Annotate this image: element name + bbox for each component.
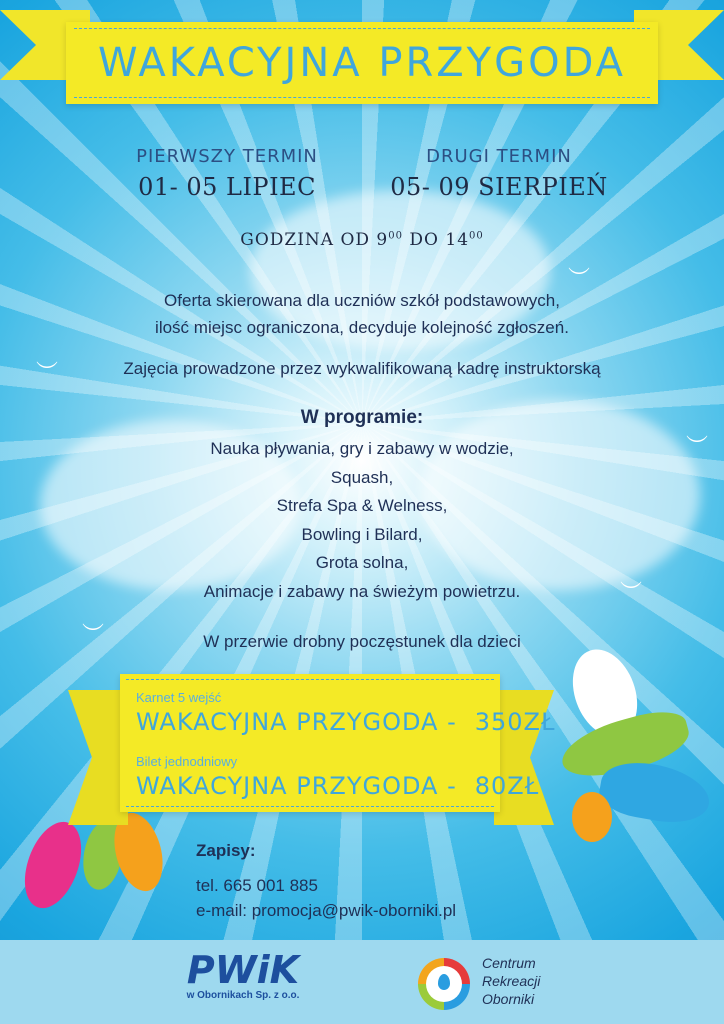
logo-line: Centrum bbox=[482, 955, 536, 971]
offer-text bbox=[0, 287, 724, 341]
term-dates: 05- 09 SIERPIEŃ bbox=[390, 173, 608, 201]
second-term bbox=[384, 146, 614, 201]
contact-phone[interactable]: tel. 665 001 885 bbox=[196, 876, 318, 895]
bird-icon: ︶ bbox=[620, 580, 643, 605]
price-label: Bilet jednodniowy bbox=[136, 754, 238, 769]
pwik-logo-word: PWiK bbox=[186, 948, 300, 992]
bird-icon: ︶ bbox=[686, 434, 709, 459]
pwik-logo bbox=[168, 950, 318, 1001]
price-name: WAKACYJNA PRZYGODA - bbox=[136, 708, 457, 736]
bird-icon: ︶ bbox=[568, 266, 591, 291]
list-item: Strefa Spa & Welness, bbox=[276, 496, 448, 515]
list-item: Squash, bbox=[330, 467, 394, 487]
bird-icon: ︶ bbox=[82, 622, 105, 647]
list-item: Grota solna, bbox=[315, 553, 409, 572]
program-list bbox=[0, 435, 724, 606]
hours bbox=[0, 230, 724, 250]
price-value: 80ZŁ bbox=[474, 772, 540, 800]
price-ribbon bbox=[120, 674, 556, 812]
term-dates: 01- 05 LIPIEC bbox=[138, 173, 316, 201]
program-title: W programie: bbox=[300, 407, 424, 428]
snack-text: W przerwie drobny poczęstunek dla dzieci bbox=[203, 632, 521, 651]
logo-line: Rekreacji bbox=[482, 973, 541, 989]
staff-text: Zajęcia prowadzone przez wykwalifikowaną kadrę instruktorską bbox=[123, 359, 601, 378]
list-item: Animacje i zabawy na świeżym powietrzu. bbox=[203, 581, 521, 601]
bird-icon: ︶ bbox=[36, 360, 59, 385]
centrum-rekreacji-logo bbox=[418, 952, 578, 1016]
hours-middle: DO 14 bbox=[403, 230, 470, 250]
centrum-rekreacji-text bbox=[482, 954, 540, 1008]
price-line bbox=[136, 772, 539, 800]
logo-line: Oborniki bbox=[482, 991, 535, 1007]
term-label: DRUGI TERMIN bbox=[426, 146, 572, 167]
water-drop-icon bbox=[438, 974, 450, 990]
hours-prefix: GODZINA OD 9 bbox=[240, 230, 389, 250]
contact-title: Zapisy: bbox=[196, 841, 256, 860]
price-name: WAKACYJNA PRZYGODA - bbox=[136, 772, 457, 800]
price-label: Karnet 5 wejść bbox=[136, 690, 222, 705]
page-title: WAKACYJNA PRZYGODA bbox=[97, 40, 627, 86]
offer-line: Oferta skierowana dla uczniów szkół podstawowych, bbox=[164, 291, 560, 310]
pwik-logo-subtitle: w Obornikach Sp. z o.o. bbox=[186, 990, 300, 1001]
list-item: Bowling i Bilard, bbox=[301, 524, 423, 544]
list-item: Nauka pływania, gry i zabawy w wodzie, bbox=[210, 439, 514, 458]
offer-line: ilość miejsc ograniczona, decyduje kolejność zgłoszeń. bbox=[155, 318, 569, 337]
hours-to-sup: 00 bbox=[469, 230, 484, 242]
contact-email[interactable]: e-mail: promocja@pwik-oborniki.pl bbox=[196, 901, 457, 920]
term-label: PIERWSZY TERMIN bbox=[136, 146, 318, 167]
petal-decoration bbox=[572, 792, 612, 842]
price-value: 350ZŁ bbox=[474, 708, 556, 736]
price-line bbox=[136, 708, 555, 736]
first-term bbox=[112, 146, 342, 201]
hours-from-sup: 00 bbox=[388, 230, 403, 242]
footer bbox=[0, 940, 724, 1024]
title-banner bbox=[66, 22, 658, 104]
